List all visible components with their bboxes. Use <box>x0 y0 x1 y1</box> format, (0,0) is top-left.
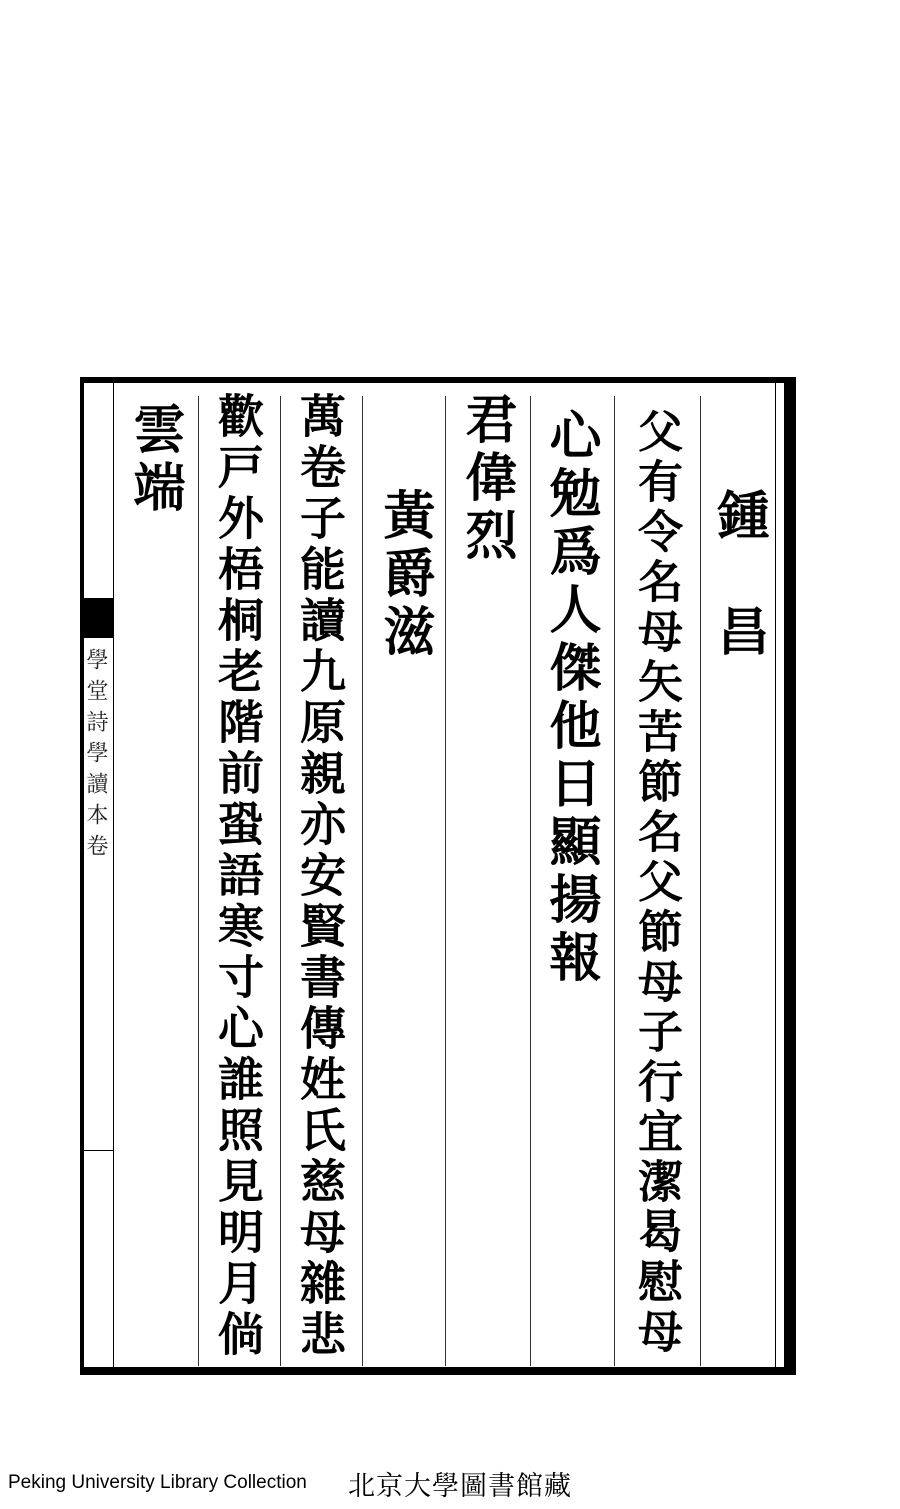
library-footer <box>0 1462 900 1502</box>
author-name-huang-jue-zi: 黃爵滋 <box>374 488 435 662</box>
column-divider <box>280 396 281 1366</box>
column-divider <box>530 396 531 1366</box>
poem-line: 歡戸外梧桐老階前蛩語寒寸心誰照見明月倘 <box>211 392 265 1361</box>
page-border-frame <box>80 377 796 1375</box>
collection-label-english: Peking University Library Collection <box>8 1472 307 1493</box>
column-divider <box>614 396 615 1366</box>
frame-inner-line-left <box>113 383 114 1367</box>
author-name-zhong-chang: 鍾 昌 <box>708 488 769 662</box>
column-divider <box>700 396 701 1366</box>
fold-margin-title: 學 堂 詩 學 讀 本 卷 <box>83 648 108 857</box>
column-divider <box>445 396 446 1366</box>
fish-tail-mark <box>84 598 113 638</box>
column-divider <box>198 396 199 1366</box>
column-divider <box>362 396 363 1366</box>
poem-line: 萬卷子能讀九原親亦安賢書傳姓氏慈母雜悲 <box>293 392 347 1361</box>
poem-line: 父有令名母矢苦節名父節母子行宜潔曷慰母 <box>630 408 683 1358</box>
collection-label-chinese: 北京大學圖書館藏 <box>348 1471 572 1502</box>
poem-line: 君偉烈 <box>456 392 517 566</box>
poem-line: 雲端 <box>124 402 185 518</box>
poem-line: 心勉爲人傑他日顯揚報 <box>540 408 601 988</box>
frame-inner-line-right <box>775 383 776 1367</box>
fold-margin-mark <box>84 1150 113 1151</box>
